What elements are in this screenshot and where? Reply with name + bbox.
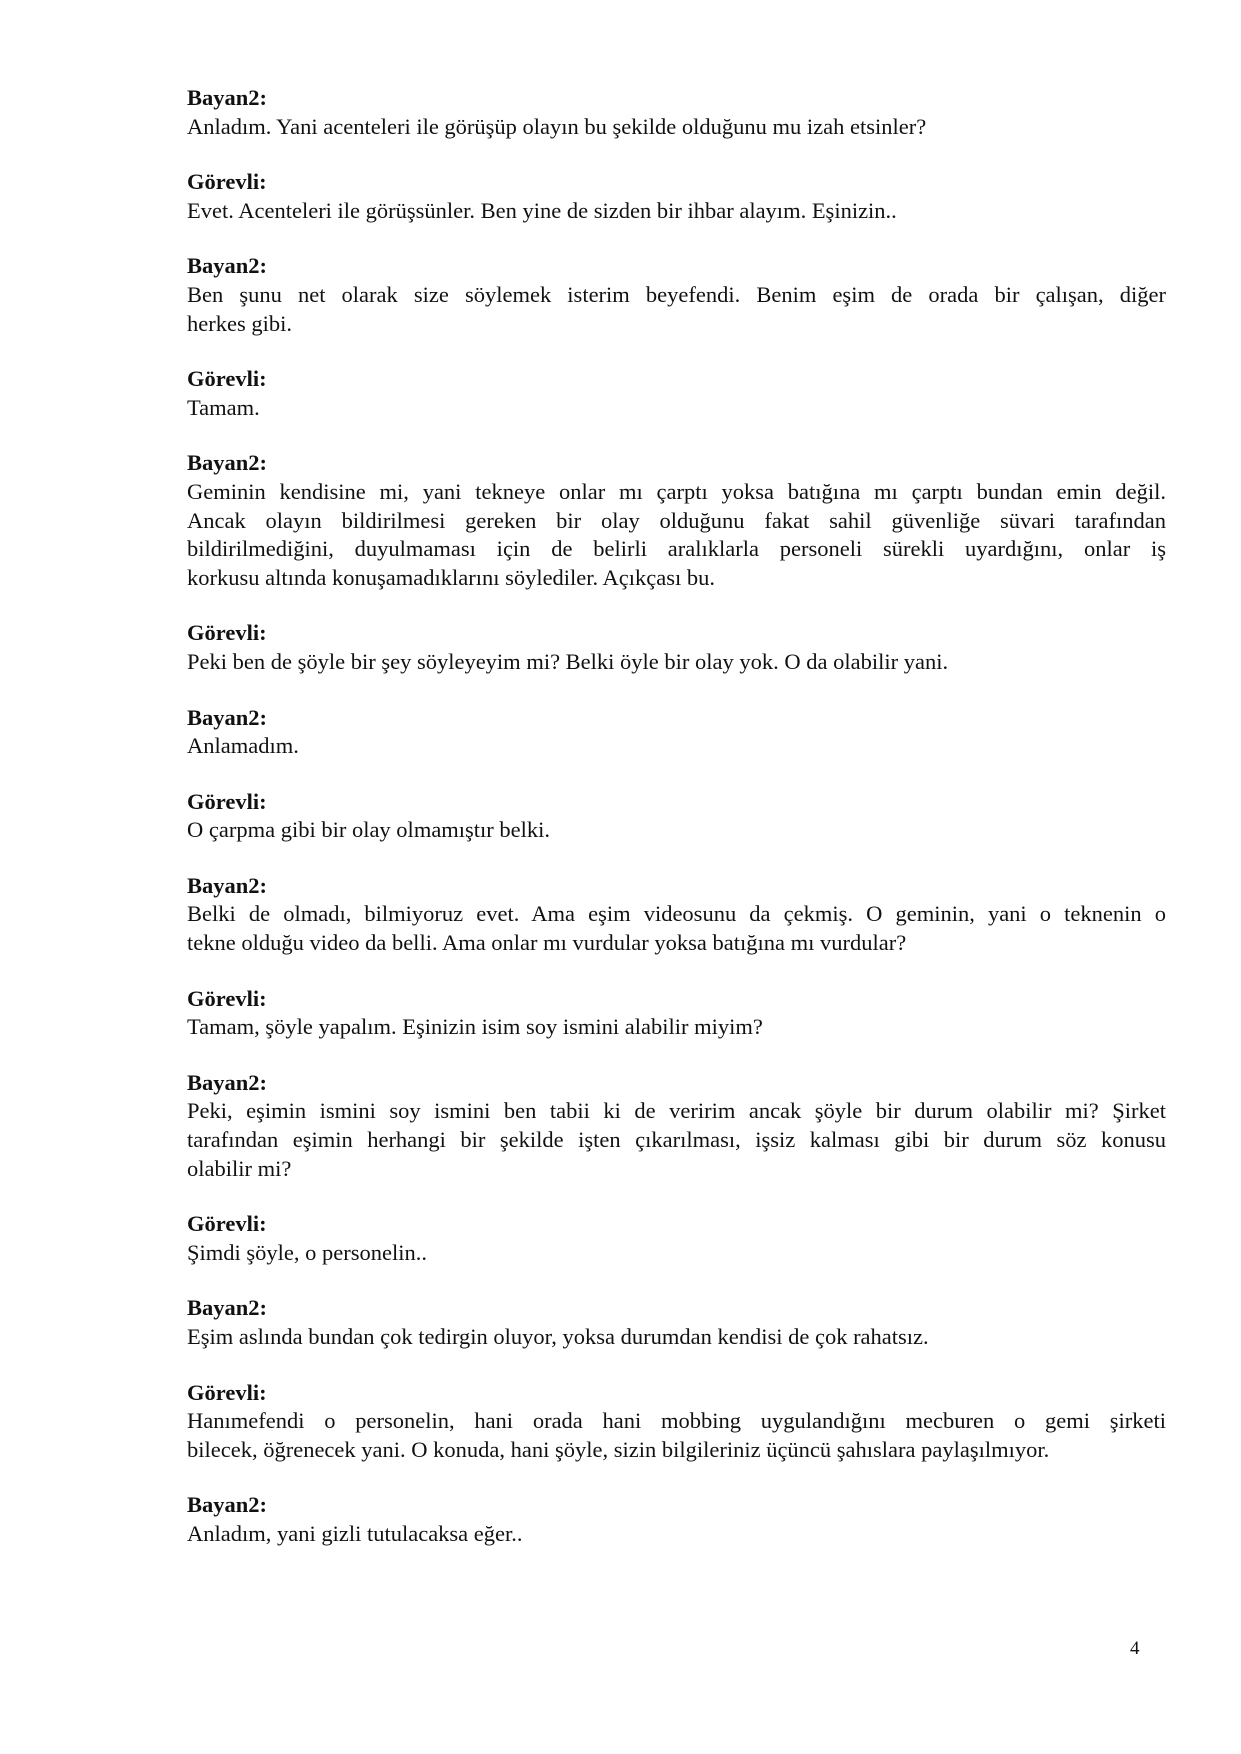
utterance-line: Tamam.	[187, 394, 260, 420]
speaker-label: Bayan2:	[187, 872, 268, 898]
speaker-label: Bayan2:	[187, 1069, 268, 1095]
speaker-label: Bayan2:	[187, 450, 268, 476]
utterance-line: Şimdi şöyle, o personelin..	[187, 1239, 427, 1265]
dialogue-transcript	[187, 84, 1166, 1576]
speaker-label: Görevli:	[187, 169, 267, 195]
utterance-line: bilecek, öğrenecek yani. O konuda, hani şöyle, sizin bilgileriniz üçüncü şahıslara paylaşılmıyor.	[187, 1436, 1050, 1462]
dialogue-turn	[187, 168, 1166, 225]
utterance-line: Hanımefendi o personelin, hani orada hani mobbing uygulandığını mecburen o gemi şirketi	[187, 1408, 1166, 1434]
speaker-label: Bayan2:	[187, 1295, 268, 1321]
utterance-line: Tamam, şöyle yapalım. Eşinizin isim soy ismini alabilir miyim?	[187, 1014, 763, 1040]
speaker-label: Görevli:	[187, 1211, 267, 1237]
utterance-line: Belki de olmadı, bilmiyoruz evet. Ama eşim videosunu da çekmiş. O geminin, yani o teknenin o	[187, 901, 1166, 927]
dialogue-turn	[187, 704, 1166, 761]
utterance-line: Geminin kendisine mi, yani tekneye onlar mı çarptı yoksa batığına mı çarptı bundan emin değil.	[187, 478, 1166, 504]
dialogue-turn	[187, 872, 1166, 958]
utterance-line: Peki ben de şöyle bir şey söyleyeyim mi? Belki öyle bir olay yok. O da olabilir yani.	[187, 648, 949, 674]
utterance-line: Anladım, yani gizli tutulacaksa eğer..	[187, 1520, 523, 1546]
utterance-line: Ancak olayın bildirilmesi gereken bir olay olduğunu fakat sahil güvenliğe süvari tarafından	[187, 507, 1166, 533]
dialogue-turn	[187, 985, 1166, 1042]
dialogue-turn	[187, 619, 1166, 676]
dialogue-turn	[187, 1491, 1166, 1548]
utterance-line: olabilir mi?	[187, 1155, 292, 1181]
utterance-line: herkes gibi.	[187, 310, 292, 336]
speaker-label: Bayan2:	[187, 253, 268, 279]
dialogue-turn	[187, 1379, 1166, 1465]
dialogue-turn	[187, 1294, 1166, 1351]
speaker-label: Bayan2:	[187, 704, 268, 730]
dialogue-turn	[187, 788, 1166, 845]
utterance-line: tarafından eşimin herhangi bir şekilde işten çıkarılması, işsiz kalması gibi bir durum söz konusu	[187, 1127, 1166, 1153]
dialogue-turn	[187, 1210, 1166, 1267]
dialogue-turn	[187, 1069, 1166, 1183]
utterance-line: tekne olduğu video da belli. Ama onlar mı vurdular yoksa batığına mı vurdular?	[187, 930, 907, 956]
speaker-label: Görevli:	[187, 788, 267, 814]
utterance-line: Anladım. Yani acenteleri ile görüşüp olayın bu şekilde olduğunu mu izah etsinler?	[187, 113, 927, 139]
speaker-label: Bayan2:	[187, 85, 268, 110]
utterance-line: Eşim aslında bundan çok tedirgin oluyor, yoksa durumdan kendisi de çok rahatsız.	[187, 1324, 929, 1349]
utterance-line: Peki, eşimin ismini soy ismini ben tabii ki de veririm ancak şöyle bir durum olabilir mi? Şirket	[187, 1098, 1166, 1124]
speaker-label: Görevli:	[187, 985, 267, 1011]
dialogue-turn	[187, 252, 1166, 338]
dialogue-turn	[187, 365, 1166, 422]
utterance-line: korkusu altında konuşamadıklarını söylediler. Açıkçası bu.	[187, 564, 716, 590]
speaker-label: Görevli:	[187, 366, 267, 392]
utterance-line: Evet. Acenteleri ile görüşsünler. Ben yine de sizden bir ihbar alayım. Eşinizin..	[187, 197, 897, 223]
utterance-line: O çarpma gibi bir olay olmamıştır belki.	[187, 817, 551, 843]
speaker-label: Görevli:	[187, 620, 267, 646]
page-number: 4	[1130, 1638, 1140, 1659]
utterance-line: Anlamadım.	[187, 733, 299, 759]
utterance-line: bildirilmediğini, duyulmaması için de belirli aralıklarla personeli sürekli uyardığını, onlar iş	[187, 536, 1166, 562]
dialogue-turn	[187, 84, 1166, 141]
speaker-label: Görevli:	[187, 1379, 267, 1405]
utterance-line: Ben şunu net olarak size söylemek isterim beyefendi. Benim eşim de orada bir çalışan, diğer	[187, 281, 1166, 307]
dialogue-turn	[187, 449, 1166, 592]
speaker-label: Bayan2:	[187, 1492, 268, 1518]
